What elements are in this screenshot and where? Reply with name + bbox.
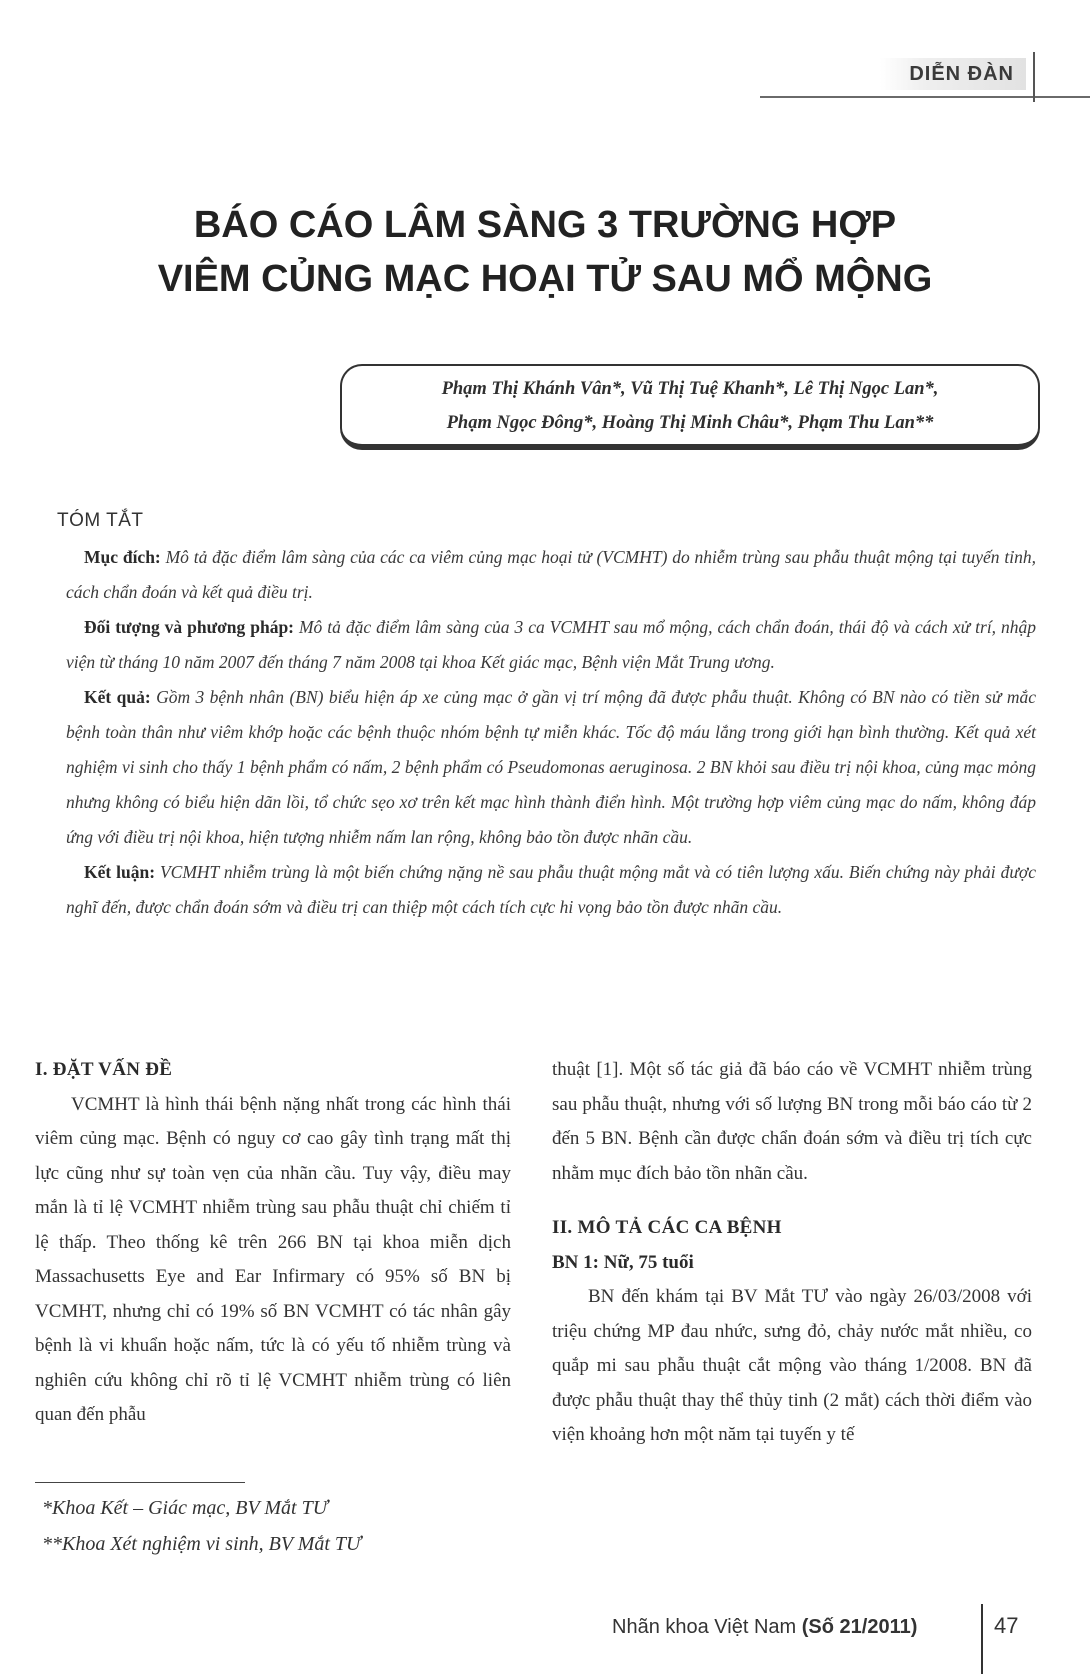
footnote-2: **Khoa Xét nghiệm vi sinh, BV Mắt TƯ <box>42 1533 362 1555</box>
abstract-purpose <box>66 540 1036 610</box>
journal-issue: (Số 21/2011) <box>801 1616 918 1638</box>
footer-bar <box>981 1604 983 1674</box>
abstract-heading: TÓM TẮT <box>57 510 144 531</box>
header-bar <box>1033 52 1035 102</box>
right-column <box>552 1053 1032 1453</box>
authors-line-1: Phạm Thị Khánh Vân*, Vũ Thị Tuệ Khanh*, Lê Thị Ngọc Lan*, <box>441 379 939 399</box>
purpose-text: Mô tả đặc điểm lâm sàng của các ca viêm củng mạc hoại tử (VCMHT) do nhiễm trùng sau phẫu thuật mộng tại tuyến tỉnh, cách chẩn đoán và kết quả điều trị. <box>66 547 1036 602</box>
section-1-heading: I. ĐẶT VẤN ĐỀ <box>35 1059 173 1080</box>
methods-label: Đối tượng và phương pháp: <box>84 617 295 637</box>
results-label: Kết quả: <box>84 687 151 707</box>
authors-block <box>340 372 1040 440</box>
article-title <box>0 198 1090 306</box>
conclusion-text: VCMHT nhiễm trùng là một biến chứng nặng nề sau phẫu thuật mộng mắt và có tiên lượng xấu. Biến chứng này phải được nghĩ đến, được chẩn đoán sớm và điều trị can thiệp một cách tích cực hi vọng bảo tồn được nhãn cầu. <box>66 862 1036 917</box>
abstract-conclusion <box>66 855 1036 925</box>
authors-line-2: Phạm Ngọc Đông*, Hoàng Thị Minh Châu*, Phạm Thu Lan** <box>446 413 934 433</box>
results-text: Gồm 3 bệnh nhân (BN) biểu hiện áp xe củng mạc ở gần vị trí mộng đã được phẫu thuật. Không có BN nào có tiền sử mắc bệnh toàn thân như viêm khớp hoặc các bệnh thuộc nhóm bệnh tự miễn khác. Tốc độ máu lắng trong giới hạn bình thường. Kết quả xét nghiệm vi sinh cho thấy 1 bệnh phẩm có nấm, 2 bệnh phẩm có Pseudomonas aeruginosa. 2 BN khỏi sau điều trị nội khoa, củng mạc mỏng nhưng không có biểu hiện dãn lồi, tổ chức sẹo xơ trên kết mạc hình thành điển hình. Một trường hợp viêm củng mạc do nấm, không đáp ứng với điều trị nội khoa, hiện tượng nhiễm nấm lan rộng, không bảo tồn được nhãn cầu. <box>66 687 1037 847</box>
footnotes <box>42 1490 502 1562</box>
case-1-text: BN đến khám tại BV Mắt TƯ vào ngày 26/03/2008 với triệu chứng MP đau nhức, sưng đỏ, chảy nước mắt nhiều, co quắp mi sau phẫu thuật cắt mộng vào tháng 1/2008. BN đã được phẫu thuật thay thể thủy tinh (2 mắt) cách thời điểm vào viện khoảng hơn một năm tại tuyến y tế <box>552 1286 1032 1445</box>
abstract-results <box>66 680 1036 855</box>
case-1-heading: BN 1: Nữ, 75 tuổi <box>552 1251 694 1273</box>
header-rule <box>760 96 1090 98</box>
title-line-2: VIÊM CỦNG MẠC HOẠI TỬ SAU MỔ MỘNG <box>157 258 933 300</box>
abstract-body <box>66 540 1036 925</box>
section-1-continuation: thuật [1]. Một số tác giả đã báo cáo về VCMHT nhiễm trùng sau phẫu thuật, nhưng với số lượng BN trong mỗi báo cáo từ 2 đến 5 BN. Bệnh cần được chẩn đoán sớm và điều trị tích cực nhằm mục đích bảo tồn nhãn cầu. <box>552 1059 1032 1184</box>
conclusion-label: Kết luận: <box>84 862 156 882</box>
abstract-methods <box>66 610 1036 680</box>
page-number: 47 <box>994 1613 1019 1638</box>
left-column <box>35 1053 511 1433</box>
title-line-1: BÁO CÁO LÂM SÀNG 3 TRƯỜNG HỢP <box>193 204 897 246</box>
section-tag: DIỄN ĐÀN <box>880 58 1026 90</box>
footnote-rule <box>35 1482 245 1483</box>
section-2-heading: II. MÔ TẢ CÁC CA BỆNH <box>552 1217 782 1238</box>
footnote-1: *Khoa Kết – Giác mạc, BV Mắt TƯ <box>42 1497 328 1519</box>
purpose-label: Mục đích: <box>84 547 161 567</box>
methods-text: Mô tả đặc điểm lâm sàng của 3 ca VCMHT sau mổ mộng, cách chẩn đoán, thái độ và cách xử trí, nhập viện từ tháng 10 năm 2007 đến tháng 7 năm 2008 tại khoa Kết giác mạc, Bệnh viện Mắt Trung ương. <box>66 617 1037 672</box>
journal-name: Nhãn khoa Việt Nam <box>612 1616 797 1638</box>
footer-journal <box>612 1616 917 1639</box>
section-1-paragraph: VCMHT là hình thái bệnh nặng nhất trong các hình thái viêm củng mạc. Bệnh có nguy cơ cao gây tình trạng mất thị lực cũng như sự toàn vẹn của nhãn cầu. Tuy vậy, điều may mắn là tỉ lệ VCMHT nhiễm trùng sau phẫu thuật chỉ chiếm tỉ lệ thấp. Theo thống kê trên 266 BN tại khoa miễn dịch Massachusetts Eye and Ear Infirmary có 95% số BN bị VCMHT, nhưng chỉ có 19% số BN VCMHT có tác nhân gây bệnh là vi khuẩn hoặc nấm, tức là có yếu tố nhiễm trùng và nghiên cứu không chỉ rõ tỉ lệ VCMHT nhiễm trùng có liên quan đến phẫu <box>35 1093 511 1425</box>
